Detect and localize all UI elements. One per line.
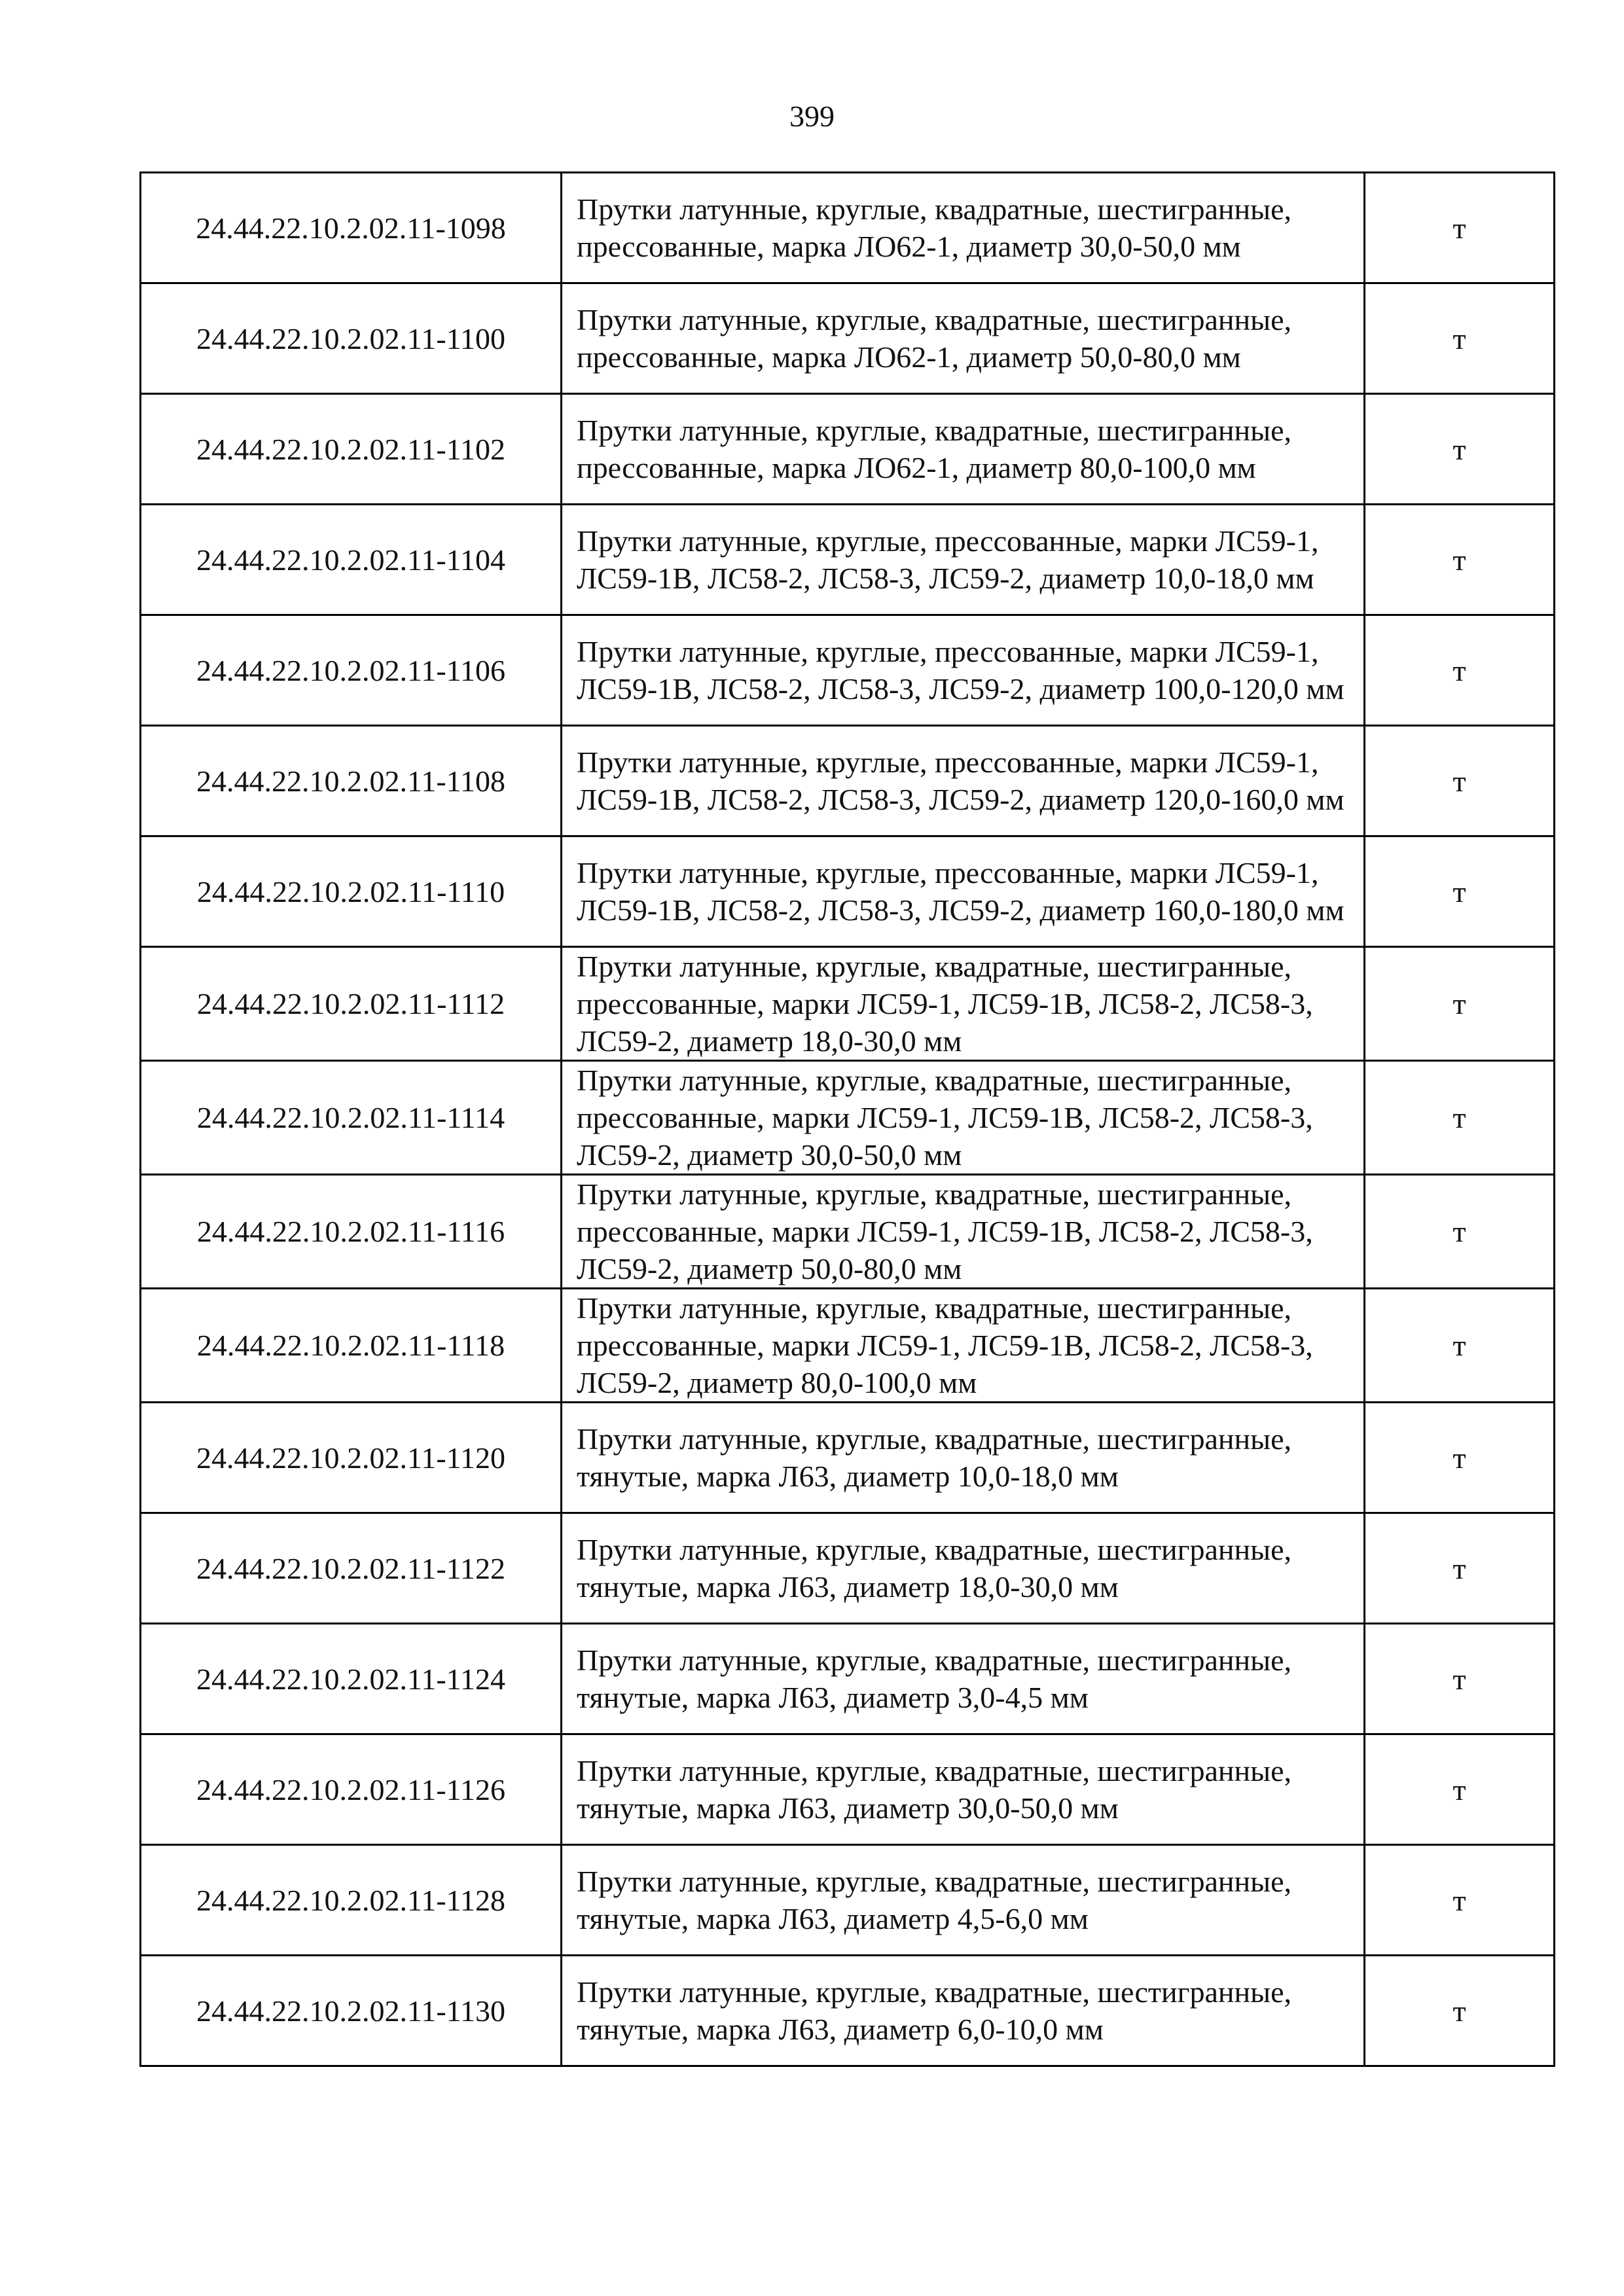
item-description: Прутки латунные, круглые, прессованные, марки ЛС59-1, ЛС59-1В, ЛС58-2, ЛС58-3, ЛС59-2, диаметр 160,0-180,0 мм — [562, 836, 1365, 947]
item-description: Прутки латунные, круглые, прессованные, марки ЛС59-1, ЛС59-1В, ЛС58-2, ЛС58-3, ЛС59-2, диаметр 100,0-120,0 мм — [562, 615, 1365, 726]
table-row — [141, 726, 1555, 836]
table-row — [141, 1289, 1555, 1403]
item-code: 24.44.22.10.2.02.11-1110 — [141, 836, 562, 947]
item-code: 24.44.22.10.2.02.11-1104 — [141, 505, 562, 615]
item-code: 24.44.22.10.2.02.11-1120 — [141, 1403, 562, 1513]
materials-table — [139, 171, 1555, 2067]
table-row — [141, 505, 1555, 615]
item-unit: т — [1365, 1845, 1555, 1956]
table-row — [141, 1956, 1555, 2066]
table-row — [141, 283, 1555, 394]
table-row — [141, 615, 1555, 726]
item-unit: т — [1365, 505, 1555, 615]
item-description: Прутки латунные, круглые, квадратные, шестигранные, прессованные, марка ЛО62-1, диаметр 50,0-80,0 мм — [562, 283, 1365, 394]
item-description: Прутки латунные, круглые, квадратные, шестигранные, тянутые, марка Л63, диаметр 3,0-4,5 мм — [562, 1624, 1365, 1734]
item-code: 24.44.22.10.2.02.11-1130 — [141, 1956, 562, 2066]
item-code: 24.44.22.10.2.02.11-1108 — [141, 726, 562, 836]
item-unit: т — [1365, 173, 1555, 283]
table-row — [141, 1845, 1555, 1956]
item-unit: т — [1365, 1289, 1555, 1403]
item-unit: т — [1365, 615, 1555, 726]
item-code: 24.44.22.10.2.02.11-1106 — [141, 615, 562, 726]
item-description: Прутки латунные, круглые, квадратные, шестигранные, прессованные, марки ЛС59-1, ЛС59-1В, ЛС58-2, ЛС58-3, ЛС59-2, диаметр 18,0-30,0 мм — [562, 947, 1365, 1061]
item-description: Прутки латунные, круглые, квадратные, шестигранные, тянутые, марка Л63, диаметр 6,0-10,0 мм — [562, 1956, 1365, 2066]
item-description: Прутки латунные, круглые, квадратные, шестигранные, прессованные, марки ЛС59-1, ЛС59-1В, ЛС58-2, ЛС58-3, ЛС59-2, диаметр 80,0-100,0 мм — [562, 1289, 1365, 1403]
item-description: Прутки латунные, круглые, квадратные, шестигранные, прессованные, марка ЛО62-1, диаметр 80,0-100,0 мм — [562, 394, 1365, 505]
table-row — [141, 947, 1555, 1061]
item-description: Прутки латунные, круглые, квадратные, шестигранные, прессованные, марки ЛС59-1, ЛС59-1В, ЛС58-2, ЛС58-3, ЛС59-2, диаметр 30,0-50,0 мм — [562, 1061, 1365, 1175]
item-code: 24.44.22.10.2.02.11-1128 — [141, 1845, 562, 1956]
item-description: Прутки латунные, круглые, квадратные, шестигранные, прессованные, марки ЛС59-1, ЛС59-1В, ЛС58-2, ЛС58-3, ЛС59-2, диаметр 50,0-80,0 мм — [562, 1175, 1365, 1289]
table-row — [141, 1513, 1555, 1624]
item-code: 24.44.22.10.2.02.11-1102 — [141, 394, 562, 505]
table-row — [141, 836, 1555, 947]
item-unit: т — [1365, 1061, 1555, 1175]
item-code: 24.44.22.10.2.02.11-1116 — [141, 1175, 562, 1289]
table-row — [141, 1624, 1555, 1734]
item-code: 24.44.22.10.2.02.11-1098 — [141, 173, 562, 283]
item-unit: т — [1365, 283, 1555, 394]
item-description: Прутки латунные, круглые, прессованные, марки ЛС59-1, ЛС59-1В, ЛС58-2, ЛС58-3, ЛС59-2, диаметр 10,0-18,0 мм — [562, 505, 1365, 615]
item-unit: т — [1365, 1403, 1555, 1513]
materials-table-body — [141, 173, 1555, 2066]
table-row — [141, 1403, 1555, 1513]
table-row — [141, 1061, 1555, 1175]
item-unit: т — [1365, 394, 1555, 505]
item-unit: т — [1365, 1624, 1555, 1734]
item-description: Прутки латунные, круглые, квадратные, шестигранные, тянутые, марка Л63, диаметр 18,0-30,0 мм — [562, 1513, 1365, 1624]
item-code: 24.44.22.10.2.02.11-1114 — [141, 1061, 562, 1175]
item-description: Прутки латунные, круглые, квадратные, шестигранные, тянутые, марка Л63, диаметр 10,0-18,0 мм — [562, 1403, 1365, 1513]
item-code: 24.44.22.10.2.02.11-1124 — [141, 1624, 562, 1734]
page-number: 399 — [789, 99, 835, 133]
item-code: 24.44.22.10.2.02.11-1112 — [141, 947, 562, 1061]
item-code: 24.44.22.10.2.02.11-1100 — [141, 283, 562, 394]
item-description: Прутки латунные, круглые, прессованные, марки ЛС59-1, ЛС59-1В, ЛС58-2, ЛС58-3, ЛС59-2, диаметр 120,0-160,0 мм — [562, 726, 1365, 836]
item-code: 24.44.22.10.2.02.11-1122 — [141, 1513, 562, 1624]
item-description: Прутки латунные, круглые, квадратные, шестигранные, прессованные, марка ЛО62-1, диаметр 30,0-50,0 мм — [562, 173, 1365, 283]
item-unit: т — [1365, 726, 1555, 836]
item-unit: т — [1365, 1956, 1555, 2066]
item-code: 24.44.22.10.2.02.11-1126 — [141, 1734, 562, 1845]
item-description: Прутки латунные, круглые, квадратные, шестигранные, тянутые, марка Л63, диаметр 30,0-50,0 мм — [562, 1734, 1365, 1845]
item-code: 24.44.22.10.2.02.11-1118 — [141, 1289, 562, 1403]
item-unit: т — [1365, 1513, 1555, 1624]
item-unit: т — [1365, 947, 1555, 1061]
table-row — [141, 173, 1555, 283]
item-unit: т — [1365, 1175, 1555, 1289]
item-unit: т — [1365, 1734, 1555, 1845]
item-unit: т — [1365, 836, 1555, 947]
table-row — [141, 1175, 1555, 1289]
item-description: Прутки латунные, круглые, квадратные, шестигранные, тянутые, марка Л63, диаметр 4,5-6,0 мм — [562, 1845, 1365, 1956]
table-row — [141, 1734, 1555, 1845]
table-row — [141, 394, 1555, 505]
